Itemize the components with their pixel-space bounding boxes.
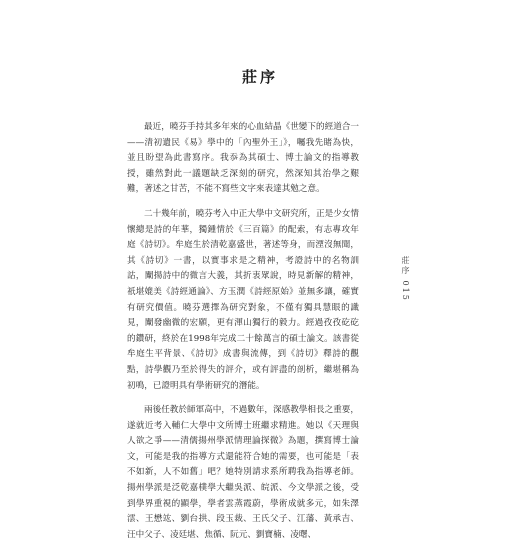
preface-body [127, 120, 359, 543]
page-title: 莊序 [241, 68, 278, 86]
paragraph: 兩後任教於師軍高中，不過數年，深感教學相長之重要，遂就近考入輔仁大學中文所博士班繼求精進。她以《天理與人欲之爭——清儒揚州學派情理論探微》為題，撰寫博士論文，可能是我的指導方式還能符合她的需要，也可能是「表不如新，人不如舊」吧？她特別請求系所聘我為指導老師。揚州學派是泛乾嘉樸學大繼吳派、皖派、今文學派之後，受到學界重視的顯學，學者雲蒸霞蔚，學術成就多元，如朱澤澐、王懋竑、劉台拱、段玉裁、王氏父子、江藩、黃承吉、汪中父子、凌廷堪、焦循、阮元、劉寶楠、凌曙、 [127, 405, 359, 540]
paragraph: 最近，曉芬手持其多年來的心血結晶《世變下的經道合一——清初遺民《易》學中的「內聖外王」》，囑我先睹為快，並且盼望為此書寫序。我忝為其碩士、博士論文的指導教授，雖然對此一議題缺乏深刻的研究，然深知其治學之艱難，著述之甘苦，不能不寫些文字來表達其勉之意。 [127, 122, 359, 195]
paragraph: 二十幾年前，曉芬考入中正大學中文研究所，正是少女情懷總是詩的年華，獨鍾情於《三百篇》的配索，有志專攻年庭《詩切》。牟庭生於清乾嘉盛世，著述等身，而湮沒無聞，其《詩切》一書，以實事求是之精神，考證詩中的名物訓詁，闡揚詩中的微言大義，其折衷眾說，時見新解的精神，祇堪媲美《詩經通論》、方玉潤《詩經原始》並無多讓，確實有研究價值。曉芬選擇為研究對象，不僅有獨具慧眼的識見，闡發幽微的宏願，更有渾山獨行的毅力。經過孜孜矻矻的鑽研，終於在1998年完成二十餘萬言的碩士論文。該書從牟庭生平背景、《詩切》成書與流傳，到《詩切》釋詩的觀點，詩學觀乃至於得失的評介，或有評盡的剖析，繼堪稱為初鳴，已證明具有學術研究的潛能。 [127, 208, 359, 391]
running-head: 莊序 015 [401, 256, 410, 302]
